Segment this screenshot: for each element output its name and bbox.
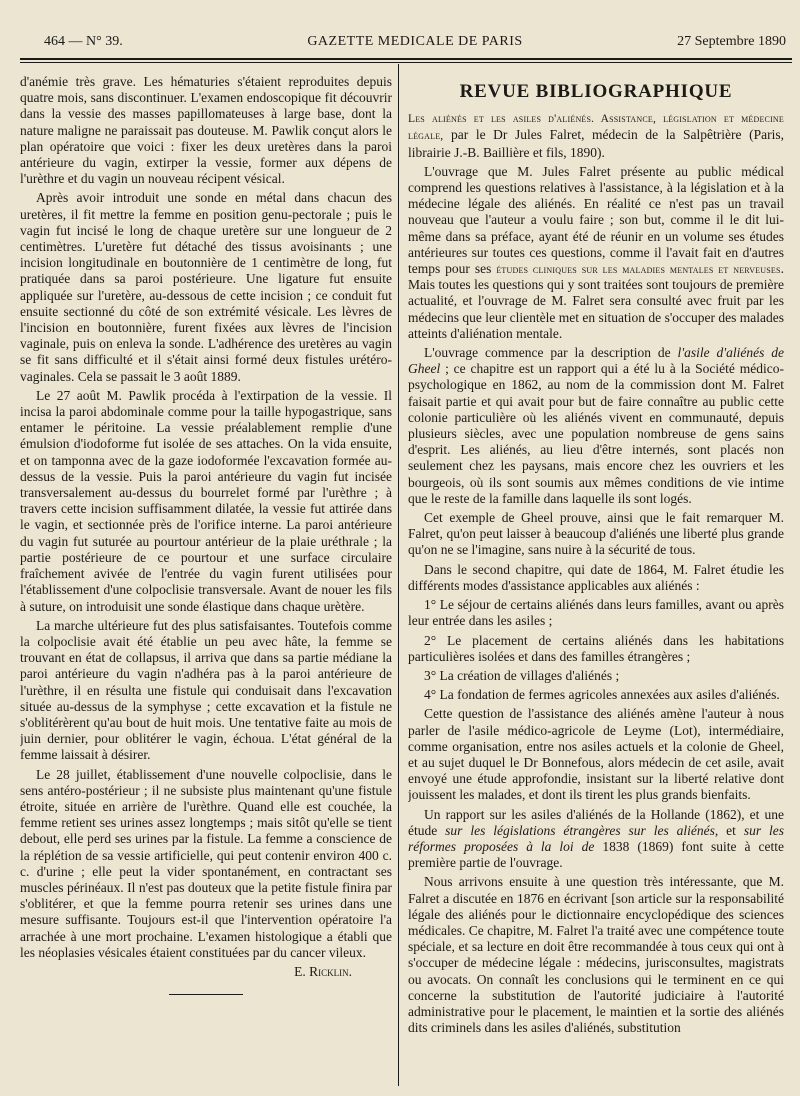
list-item-4: 4° La fondation de fermes agricoles annexées aux asiles d'aliénés. xyxy=(424,687,780,703)
list-item-3: 3° La création de villages d'aliénés ; xyxy=(424,667,620,683)
bibliographic-entry xyxy=(408,110,784,161)
p2-start: L'ouvrage commence par la description de xyxy=(424,345,678,361)
end-of-article-rule xyxy=(169,994,243,995)
p6-italic-1: sur les législations étrangères sur les aliénés xyxy=(445,822,715,838)
right-column xyxy=(408,74,784,1086)
page-number: 464 — N° 39. xyxy=(44,34,123,49)
p2-italic: l'asile d'aliénés de Gheel xyxy=(408,345,784,377)
issue-date: 27 Septembre 1890 xyxy=(677,34,786,49)
p2-end: ; ce chapitre est un rapport qui a été lu à la Société médico-psychologique en 1862, au nom de la commission dont M. Falret faisait partie et qui avait pour but de faire connaître au public cette colonie particulière où les aliénés vivent en communauté, depuis plusieurs siècles, avec une population nombreuse de gens sains d'esprit. Les aliénés, au lieu d'être internés, sont placés non seulement chez les paysans, mais encore chez les ouvriers et les bourgeois, où ils sont soumis aux mêmes conditions de vie intime que le reste de la famille dans laquelle ils sont logés. xyxy=(408,361,784,506)
left-paragraph-5: Le 28 juillet, établissement d'une nouvelle colpoclisie, dans le sens antéro-postérieur ; il ne subsiste plus maintenant qu'une fistule étroite, située en arrière de l'urèthre. Quand elle est couchée, la femme retient ses urines assez longtemps ; mais sitôt qu'elle se tient debout, elle perd ses urines par la fistule. La femme a conscience de la réplétion de sa vessie artificielle, qui peut contenir environ 400 c. c. d'urine ; elle peut la vider spontanément, en contractant ses muscles périnéaux. Il n'est pas douteux que la petite fistule finira par s'oblitérer, et que la femme pourra retenir ses urines dans une mesure suffisante. Toujours est-il que l'intervention opératoire l'a arrachée à une mort prochaine. L'examen histologique a établi que les néoplasies vésicales étaient constituées par du cancer vileux. xyxy=(20,766,392,960)
review-paragraph-4: Dans le second chapitre, qui date de 1864, M. Falret étudie les différents modes d'assistance applicables aux aliénés : xyxy=(408,561,784,593)
p1-end: . Mais toutes les questions qui y sont traitées sont toujours de première actualité, et l'ouvrage de M. Falret sera consulté avec fruit par les médecins que leur clientèle met en situation de s'occuper des malades atteints d'aliénation mentale. xyxy=(408,261,784,341)
section-title: REVUE BIBLIOGRAPHIQUE xyxy=(459,81,733,102)
p6-mid: , et xyxy=(714,822,744,838)
left-column xyxy=(20,74,392,1086)
p6-start: Un rapport sur les asiles d'aliénés de la Hollande (1862), et une étude xyxy=(408,806,784,838)
book-details: par le Dr Jules Falret, médecin de la Salpêtrière (Paris, librairie J.-B. Baillière et fils, 1890). xyxy=(408,127,784,160)
header-rule-thin xyxy=(20,62,792,63)
page-header xyxy=(44,34,786,54)
signature-text: E. Ricklin. xyxy=(294,963,352,979)
review-paragraph-3: Cet exemple de Gheel prouve, ainsi que le fait remarquer M. Falret, qu'on peut laisser à beaucoup d'aliénés une liberté plus grande qu'on ne se l'imagine, sans nuire à la sécurité de tous. xyxy=(408,510,784,558)
left-paragraph-1: d'anémie très grave. Les hématuries s'étaient reproduites depuis quatre mois, sans discontinuer. L'examen endoscopique fit découvrir dans la vessie des masses papillomateuses à large base, dont la nature maligne ne paraissait pas douteuse. M. Pawlik conçut alors le plan opératoire que voici : fixer les deux uretères dans la paroi antérieure du vagin, extirper la vessie, former aux dépens de l'urèthre et du vagin un nouveau récipent vésical. xyxy=(20,74,392,187)
author-signature xyxy=(20,964,392,980)
left-paragraph-3: Le 27 août M. Pawlik procéda à l'extirpation de la vessie. Il incisa la paroi abdominale comme pour la taille hypogastrique, sans entamer le péritoine. La vessie préalablement remplie d'une émulsion d'iodoforme fut isolée de ses attaches. On la vida ensuite, et on tamponna avec de la gaze iodoformée l'excavation formée au-dessus de la vessie. Puis la paroi antérieure du vagin fut incisée transversalement au-dessus du bourrelet formé par l'urèthre ; à travers cette incision suffisamment dilatée, la vessie fut attirée dans le vagin, et sectionnée près de l'orifice interne. La paroi antérieure du vagin fut suturée au pourtour antérieur de la plaie uréthrale ; la partie postérieure de ce pourtour et une surface circulaire fraîchement avivée de l'entrée du vagin furent utilisées pour l'établissement d'une colpoclisie transversale. Avant de nouer les fils à suture, on introduisit une sonde élastique dans chaque urètère. xyxy=(20,387,392,614)
book-title: Les aliénés et les asiles d'aliénés. Assistance, législation et médecine légale, xyxy=(408,113,784,143)
review-paragraph-7: Nous arrivons ensuite à une question très intéressante, que M. Falret a discutée en 1876 en écrivant [son article sur la responsabilité légale des aliénés pour le dictionnaire encyclopédique des sciences médicales. Ce chapitre, M. Falret l'a traité avec une compétence toute spéciale, et sa lecture en doit être recommandée à tous ceux qui ont à s'occuper de médecine légale : médecins, jurisconsultes, magistrats ou avocats. On connaît les conclusions qui le terminent en ce qui concerne la substitution de l'autorité judiciaire à l'autorité administrative pour le placement, le maintien et la sortie des aliénés dits criminels dans les asiles d'aliénés, substitution xyxy=(408,874,784,1036)
list-item-2: 2° Le placement de certains aliénés dans les habitations particulières isolées et dans des familles étrangères ; xyxy=(408,632,784,664)
review-paragraph-6 xyxy=(408,807,784,872)
p1-smallcaps: études cliniques sur les maladies mentales et nerveuses xyxy=(496,262,781,277)
review-paragraph-5: Cette question de l'assistance des aliénés amène l'auteur à nous parler de l'asile médico-agricole de Leyme (Lot), intermédiaire, comme organisation, entre nos asiles actuels et la colonie de Gheel, et au sujet duquel le Dr Bonnefous, alors médecin de cet asile, avait envoyé une étude approfondie, insistant sur la liberté relative dont jouissent les malades, et dont ils tirent les plus grands bienfaits. xyxy=(408,706,784,803)
journal-title: GAZETTE MEDICALE DE PARIS xyxy=(307,34,523,49)
review-paragraph-2 xyxy=(408,345,784,507)
p1-text: L'ouvrage que M. Jules Falret présente au public médical comprend les questions relatives à l'assistance, à la législation et à la médecine légale des aliénés. En réalité ce n'est pas un travail nouveau que l'auteur a voulu faire ; son but, comme il le dit lui-même dans sa préface, ayant été de réunir en un volume ses études antérieures sur toutes ces questions, comme il l'avait fait en d'autres temps pour ses xyxy=(408,163,784,277)
header-rule-thick xyxy=(20,58,792,60)
column-divider xyxy=(398,64,399,1086)
left-paragraph-2: Après avoir introduit une sonde en métal dans chacun des uretères, il fit mettre la femme en position genu-pectorale ; puis le vagin fut incisé le long de chaque uretère sur une longueur de 2 centimètres. L'uretère fut détaché des tissus avoisinants ; une incision longitudinale en boutonnière de 1 centimètre de long, fut pratiquée dans sa paroi postérieure. Une ligature fut ensuite appliquée sur l'uretère, au-dessous de cette incision ; ce conduit fut ensuite sectionné du côté de son extrémité vésicale. Les lèvres de l'incision en boutonnière, furent fixées aux lèvres de l'incision vaginale, puis on enleva la sonde. L'adhérence des uretères au vagin se fit sans difficulté et il s'était ainsi formé deux fistules urétéro-vaginales. Cela se passait le 3 août 1889. xyxy=(20,190,392,384)
p6-italic-2: sur les réformes proposées à la loi de xyxy=(408,822,784,854)
list-item-1: 1° Le séjour de certains aliénés dans leurs familles, avant ou après leur entrée dans les asiles ; xyxy=(408,597,784,629)
p6-end: 1838 (1869) font suite à cette première partie de l'ouvrage. xyxy=(408,838,784,871)
review-paragraph-1 xyxy=(408,164,784,342)
left-paragraph-4: La marche ultérieure fut des plus satisfaisantes. Toutefois comme la colpoclisie avait été établie un peu avec hâte, la femme se trouvant en état de collapsus, il arriva que dans sa partie médiane la paroi antérieure du vagin n'adhéra pas à la paroi antérieure de l'urèthre, il en résulta une fistule qui conduisait dans l'excavation située au-dessus de la symphyse ; cette excavation et la fistule ne s'oblitérèrent qu'au bout de huit mois. Une tentative faite au mois de juin dernier, pour oblitérer le vagin, échoua. L'état général de la femme laissait à désirer. xyxy=(20,617,392,763)
